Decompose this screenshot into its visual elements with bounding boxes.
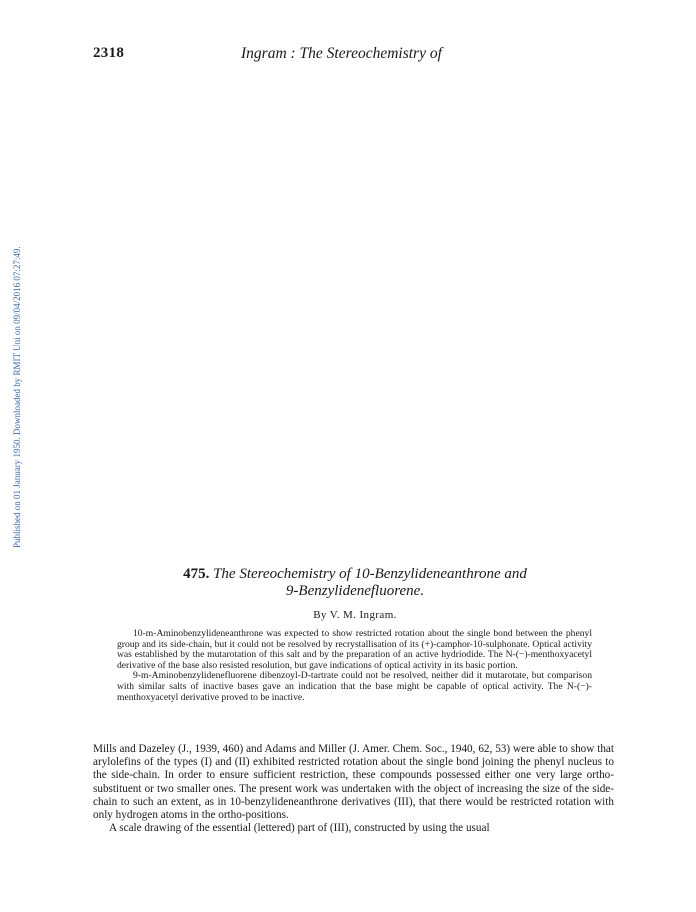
running-head: Ingram : The Stereochemistry of [241, 45, 442, 62]
article-title [90, 566, 620, 600]
abstract [117, 629, 592, 703]
page-number: 2318 [93, 45, 125, 61]
body-text [93, 743, 614, 835]
article-number: 475. [183, 566, 210, 582]
abstract-paragraph-2: 9-m-Aminobenzylidenefluorene dibenzoyl-D-tartrate could not be resolved, neither did it mutarotate, but comparison with similar salts of inactive bases gave an indication that the base might be capable of optical activity. The N-(−)-menthoxyacetyl derivative proved to be inactive. [117, 670, 592, 703]
title-line-1: The Stereochemistry of 10-Benzylideneanthrone and [213, 566, 527, 582]
body-paragraph-2: A scale drawing of the essential (lettered) part of (III), constructed by using the usual [109, 822, 490, 835]
body-paragraph-1: Mills and Dazeley (J., 1939, 460) and Adams and Miller (J. Amer. Chem. Soc., 1940, 62, 53) were able to show that arylolefins of the types (I) and (II) exhibited restricted rotation about the single bond joining the phenyl nucleus to the side-chain. In order to ensure sufficient restriction, these compounds possessed either one very large ortho-substituent or two smaller ones. The present work was undertaken with the object of increasing the size of the side-chain to such an extent, as in 10-benzylideneanthrone derivatives (III), that there would be restricted rotation with only hydrogen atoms in the ortho-positions. [93, 743, 614, 822]
abstract-paragraph-1: 10-m-Aminobenzylideneanthrone was expected to show restricted rotation about the single bond between the phenyl group and its side-chain, but it could not be resolved by recrystallisation of its (+)-camphor-10-sulphonate. Optical activity was established by the mutarotation of this salt and by the preparation of an active hydriodide. The N-(−)-menthoxyacetyl derivative of the base also resisted resolution, but gave indications of optical activity in its basic portion. [117, 628, 592, 671]
byline: By V. M. Ingram. [313, 609, 397, 621]
title-line-2: 9-Benzylidenefluorene. [285, 583, 425, 599]
download-stamp: Published on 01 January 1950. Downloaded by RMIT Uni on 09/04/2016 07:27:49. [12, 246, 22, 548]
